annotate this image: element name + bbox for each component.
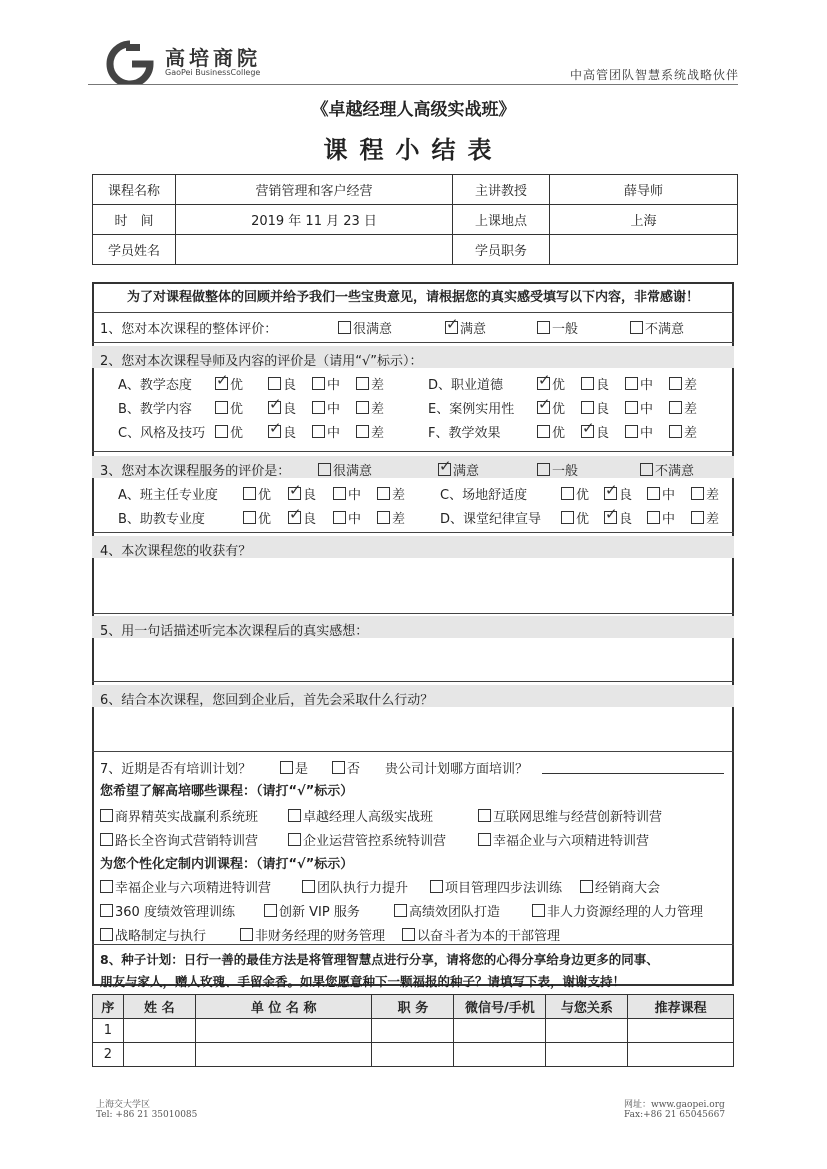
- q7-courses-label: 您希望了解高培哪些课程：（请打“√”标示）: [100, 784, 354, 799]
- checkbox[interactable]: [268, 377, 281, 390]
- divider: [92, 944, 734, 945]
- q7-which-field[interactable]: [542, 773, 724, 774]
- q6-answer-area[interactable]: [92, 709, 734, 749]
- checkbox[interactable]: [669, 425, 682, 438]
- q3-item-label: C、场地舒适度: [440, 488, 528, 503]
- q2-grade-option[interactable]: [268, 374, 296, 393]
- option-label: 良: [283, 402, 297, 417]
- q8-line-1: 8、种子计划：日行一善的最佳方法是将管理智慧点进行分享，请将您的心得分享给身边更多的同事、: [100, 952, 659, 967]
- checkbox[interactable]: [100, 809, 113, 822]
- footer-address: 上海交大学区: [96, 1100, 151, 1110]
- q2-grade-option[interactable]: [669, 398, 697, 417]
- seed-table-cell[interactable]: [372, 1019, 454, 1043]
- checkbox[interactable]: [630, 321, 643, 334]
- q2-grade-option[interactable]: [625, 422, 653, 441]
- option-label: 良: [596, 426, 610, 441]
- q2-item-label: F、教学效果: [428, 426, 501, 441]
- option-label: 差: [371, 378, 385, 393]
- option-label: 优: [230, 426, 244, 441]
- option-label: 差: [392, 512, 406, 527]
- option-label: 项目管理四步法训练: [445, 881, 563, 896]
- row-number: 2: [93, 1043, 124, 1067]
- checkbox[interactable]: [100, 904, 113, 917]
- seed-table-cell[interactable]: [372, 1043, 454, 1067]
- form-title: 课程小结表: [323, 136, 504, 164]
- checkbox[interactable]: [394, 904, 407, 917]
- row-number: 1: [93, 1019, 124, 1043]
- option-label: 商界精英实战赢利系统班: [115, 810, 259, 825]
- checkbox[interactable]: [478, 833, 491, 846]
- option-label: 良: [303, 488, 317, 503]
- checkbox[interactable]: [377, 487, 390, 500]
- option-label: 很满意: [353, 322, 393, 337]
- option-label: 良: [283, 426, 297, 441]
- q2-grade-option[interactable]: [669, 422, 697, 441]
- table-row: [93, 1043, 734, 1067]
- custom-course-option[interactable]: [532, 901, 703, 920]
- q2-grade-option[interactable]: [215, 398, 243, 417]
- option-label: 良: [596, 378, 610, 393]
- checkbox[interactable]: [338, 321, 351, 334]
- checkbox[interactable]: [333, 511, 346, 524]
- checkbox[interactable]: [561, 511, 574, 524]
- checkbox[interactable]: [312, 377, 325, 390]
- custom-course-option[interactable]: [402, 925, 560, 944]
- checkbox[interactable]: [402, 928, 415, 941]
- q2-grade-option[interactable]: [312, 422, 340, 441]
- gaopei-logo-icon: [100, 40, 160, 84]
- option-label: 优: [576, 488, 590, 503]
- custom-course-option[interactable]: [430, 877, 562, 896]
- checked-checkbox[interactable]: [445, 321, 458, 334]
- q2-grade-option[interactable]: [581, 374, 609, 393]
- q2-grade-option[interactable]: [215, 422, 243, 441]
- place-value[interactable]: 上海: [550, 205, 738, 235]
- q4-label: 4、本次课程您的收获有？: [100, 544, 252, 559]
- q6-label: 6、结合本次课程，您回到企业后，首先会采取什么行动？: [100, 693, 434, 708]
- q3-item-label: A、班主任专业度: [118, 488, 218, 503]
- header-slogan: 中高管团队智慧系统战略伙伴: [569, 68, 739, 82]
- checkbox[interactable]: [537, 463, 550, 476]
- checkbox[interactable]: [332, 761, 345, 774]
- student-name-label: 学员姓名: [93, 235, 176, 265]
- option-label: 优: [230, 402, 244, 417]
- checkbox[interactable]: [288, 809, 301, 822]
- checkbox[interactable]: [264, 904, 277, 917]
- custom-course-option[interactable]: [264, 901, 360, 920]
- checkbox[interactable]: [377, 511, 390, 524]
- q2-grade-option[interactable]: [625, 374, 653, 393]
- q2-item-label: D、职业道德: [428, 378, 504, 393]
- option-label: 差: [706, 512, 720, 527]
- course-option[interactable]: [100, 806, 258, 825]
- teacher-label: 主讲教授: [453, 175, 550, 205]
- divider: [92, 451, 734, 452]
- intro-text: 为了对课程做整体的回顾并给予我们一些宝贵意见，请根据您的真实感受填写以下内容，非常感谢！: [126, 290, 699, 305]
- footer-tel: Tel: +86 21 35010085: [96, 1110, 198, 1120]
- checkbox[interactable]: [532, 904, 545, 917]
- q7-yes-label: 是: [295, 762, 309, 777]
- q2-item-label: C、风格及技巧: [118, 426, 206, 441]
- q8-line-2: 朋友与家人，赠人玫瑰、手留余香。如果您愿意种下一颗福报的种子？请填写下表，谢谢支持！: [100, 974, 626, 989]
- checkbox[interactable]: [240, 928, 253, 941]
- q2-grade-option[interactable]: [356, 398, 384, 417]
- option-label: 差: [706, 488, 720, 503]
- q1-option[interactable]: [630, 318, 684, 337]
- q3-grade-option[interactable]: [377, 508, 405, 527]
- option-label: 良: [619, 488, 633, 503]
- logo-english-name: GaoPei BusinessCollege: [165, 68, 261, 77]
- custom-course-option[interactable]: [100, 901, 235, 920]
- q7-custom-label: 为您个性化定制内训课程：（请打“√”标示）: [100, 857, 354, 872]
- checkbox[interactable]: [333, 487, 346, 500]
- option-label: 中: [327, 402, 341, 417]
- option-label: 高绩效团队打造: [409, 905, 501, 920]
- q4-answer-area[interactable]: [92, 560, 734, 610]
- option-label: 中: [662, 512, 676, 527]
- divider: [92, 613, 734, 614]
- q5-label: 5、用一句话描述听完本次课程后的真实感想：: [100, 624, 369, 639]
- checkbox[interactable]: [312, 425, 325, 438]
- checkbox[interactable]: [288, 833, 301, 846]
- checked-checkbox[interactable]: [288, 511, 301, 524]
- q2-grade-option[interactable]: [312, 374, 340, 393]
- checkbox[interactable]: [691, 487, 704, 500]
- checkbox[interactable]: [100, 880, 113, 893]
- option-label: 中: [348, 488, 362, 503]
- checkbox[interactable]: [580, 880, 593, 893]
- option-label: 中: [640, 426, 654, 441]
- header-divider: [88, 84, 738, 85]
- option-label: 很满意: [333, 464, 373, 479]
- checkbox[interactable]: [581, 377, 594, 390]
- checkbox[interactable]: [561, 487, 574, 500]
- checkbox[interactable]: [647, 511, 660, 524]
- checkbox[interactable]: [318, 463, 331, 476]
- q1-label: 1、您对本次课程的整体评价：: [100, 322, 278, 337]
- option-label: 幸福企业与六项精进特训营: [115, 881, 272, 896]
- table-row: [93, 1019, 734, 1043]
- checkbox[interactable]: [537, 425, 550, 438]
- checkbox[interactable]: [640, 463, 653, 476]
- checkbox[interactable]: [243, 487, 256, 500]
- seed-table-cell[interactable]: [454, 1019, 546, 1043]
- checkbox[interactable]: [356, 377, 369, 390]
- option-label: 中: [327, 378, 341, 393]
- q3-grade-option[interactable]: [333, 484, 361, 503]
- option-label: 差: [392, 488, 406, 503]
- q2-grade-option[interactable]: [312, 398, 340, 417]
- custom-course-option[interactable]: [302, 877, 408, 896]
- q2-grade-option[interactable]: [625, 398, 653, 417]
- checkbox[interactable]: [537, 321, 550, 334]
- option-label: 优: [258, 488, 272, 503]
- checked-checkbox[interactable]: [268, 401, 281, 414]
- option-label: 优: [230, 378, 244, 393]
- option-label: 优: [552, 402, 566, 417]
- q3-grade-option[interactable]: [561, 508, 589, 527]
- q5-answer-area[interactable]: [92, 640, 734, 678]
- checked-checkbox[interactable]: [268, 425, 281, 438]
- q7-which-label: 贵公司计划哪方面培训？: [385, 762, 529, 777]
- option-label: 良: [596, 402, 610, 417]
- q3-grade-option[interactable]: [691, 484, 719, 503]
- q2-label: 2、您对本次课程导师及内容的评价是（请用“√”标示）：: [100, 354, 423, 369]
- checkbox[interactable]: [215, 425, 228, 438]
- option-label: 经销商大会: [595, 881, 661, 896]
- place-label: 上课地点: [453, 205, 550, 235]
- seed-plan-table: [92, 994, 734, 1067]
- course-option[interactable]: [100, 830, 258, 849]
- q3-option[interactable]: [318, 460, 372, 479]
- seed-table-column-header: 职 务: [372, 995, 454, 1019]
- q2-grade-option[interactable]: [581, 422, 609, 441]
- q3-grade-option[interactable]: [604, 508, 632, 527]
- q2-grade-option[interactable]: [537, 422, 565, 441]
- option-label: 中: [348, 512, 362, 527]
- q2-item-label: B、教学内容: [118, 402, 192, 417]
- option-label: 中: [640, 402, 654, 417]
- seed-table-cell[interactable]: [628, 1019, 734, 1043]
- option-label: 差: [684, 426, 698, 441]
- q2-grade-option[interactable]: [537, 398, 565, 417]
- checked-checkbox[interactable]: [537, 377, 550, 390]
- course-name-value[interactable]: 营销管理和客户经营: [176, 175, 453, 205]
- course-option[interactable]: [478, 806, 662, 825]
- footer-website: 网址：www.gaopei.org: [624, 1100, 725, 1110]
- option-label: 战略制定与执行: [115, 929, 207, 944]
- seed-table-column-header: 与您关系: [546, 995, 628, 1019]
- option-label: 满意: [460, 322, 487, 337]
- seed-table-column-header: 序: [93, 995, 124, 1019]
- option-label: 非财务经理的财务管理: [255, 929, 386, 944]
- seed-table-cell[interactable]: [195, 1019, 372, 1043]
- q3-grade-option[interactable]: [604, 484, 632, 503]
- checkbox[interactable]: [356, 401, 369, 414]
- seed-table-cell[interactable]: [546, 1043, 628, 1067]
- q7-yes-option[interactable]: [280, 758, 308, 777]
- option-label: 卓越经理人高级实战班: [303, 810, 434, 825]
- checkbox[interactable]: [669, 377, 682, 390]
- option-label: 一般: [552, 322, 579, 337]
- q7-no-label: 否: [347, 762, 361, 777]
- seed-table-header: [93, 995, 734, 1019]
- checkbox[interactable]: [581, 401, 594, 414]
- q2-grade-option[interactable]: [268, 422, 296, 441]
- q3-grade-option[interactable]: [561, 484, 589, 503]
- q3-option[interactable]: [438, 460, 479, 479]
- q1-option[interactable]: [445, 318, 486, 337]
- checkbox[interactable]: [215, 401, 228, 414]
- course-name-label: 课程名称: [93, 175, 176, 205]
- checkbox[interactable]: [356, 425, 369, 438]
- checked-checkbox[interactable]: [581, 425, 594, 438]
- course-option[interactable]: [288, 830, 446, 849]
- q1-option[interactable]: [338, 318, 392, 337]
- checked-checkbox[interactable]: [215, 377, 228, 390]
- option-label: 良: [303, 512, 317, 527]
- checkbox[interactable]: [100, 928, 113, 941]
- q2-grade-option[interactable]: [356, 422, 384, 441]
- q3-grade-option[interactable]: [647, 484, 675, 503]
- checkbox[interactable]: [669, 401, 682, 414]
- option-label: 优: [258, 512, 272, 527]
- option-label: 差: [684, 378, 698, 393]
- option-label: 创新 VIP 服务: [279, 905, 360, 920]
- checkbox[interactable]: [625, 425, 638, 438]
- checkbox[interactable]: [312, 401, 325, 414]
- custom-course-option[interactable]: [394, 901, 500, 920]
- option-label: 不满意: [645, 322, 685, 337]
- q3-item-label: B、助教专业度: [118, 512, 205, 527]
- course-option[interactable]: [478, 830, 649, 849]
- checked-checkbox[interactable]: [537, 401, 550, 414]
- divider: [92, 312, 734, 313]
- q3-grade-option[interactable]: [691, 508, 719, 527]
- option-label: 一般: [552, 464, 579, 479]
- q3-grade-option[interactable]: [288, 508, 316, 527]
- student-position-label: 学员职务: [453, 235, 550, 265]
- option-label: 良: [283, 378, 297, 393]
- seed-table-cell[interactable]: [628, 1043, 734, 1067]
- option-label: 中: [640, 378, 654, 393]
- option-label: 差: [371, 402, 385, 417]
- checked-checkbox[interactable]: [604, 511, 617, 524]
- q3-item-label: D、课堂纪律宣导: [440, 512, 542, 527]
- option-label: 以奋斗者为本的干部管理: [417, 929, 561, 944]
- seed-table-cell[interactable]: [123, 1019, 195, 1043]
- q3-grade-option[interactable]: [377, 484, 405, 503]
- option-label: 优: [552, 426, 566, 441]
- checkbox[interactable]: [647, 487, 660, 500]
- teacher-value[interactable]: 薛导师: [550, 175, 738, 205]
- q7-no-option[interactable]: [332, 758, 360, 777]
- option-label: 不满意: [655, 464, 695, 479]
- option-label: 幸福企业与六项精进特训营: [493, 834, 650, 849]
- option-label: 良: [619, 512, 633, 527]
- q3-option[interactable]: [537, 460, 578, 479]
- time-value[interactable]: 2019 年 11 月 23 日: [176, 205, 453, 235]
- q3-grade-option[interactable]: [647, 508, 675, 527]
- q2-grade-option[interactable]: [356, 374, 384, 393]
- checkbox[interactable]: [478, 809, 491, 822]
- checkbox[interactable]: [243, 511, 256, 524]
- q2-grade-option[interactable]: [268, 398, 296, 417]
- option-label: 优: [552, 378, 566, 393]
- seed-table-cell[interactable]: [123, 1043, 195, 1067]
- logo-chinese-name: 高培商院: [165, 46, 261, 70]
- checkbox[interactable]: [100, 833, 113, 846]
- option-label: 360 度绩效管理训练: [115, 905, 235, 920]
- seed-table-column-header: 单 位 名 称: [195, 995, 372, 1019]
- checked-checkbox[interactable]: [604, 487, 617, 500]
- q7-label: 7、近期是否有培训计划？: [100, 762, 252, 777]
- divider: [92, 532, 734, 533]
- divider: [92, 681, 734, 682]
- q3-grade-option[interactable]: [333, 508, 361, 527]
- divider: [92, 342, 734, 343]
- seed-table-column-header: 微信号/手机: [454, 995, 546, 1019]
- q2-grade-option[interactable]: [215, 374, 243, 393]
- option-label: 非人力资源经理的人力管理: [547, 905, 704, 920]
- q3-option[interactable]: [640, 460, 694, 479]
- option-label: 团队执行力提升: [317, 881, 409, 896]
- q2-grade-option[interactable]: [537, 374, 565, 393]
- checkbox[interactable]: [302, 880, 315, 893]
- option-label: 互联网思维与经营创新特训营: [493, 810, 663, 825]
- checked-checkbox[interactable]: [288, 487, 301, 500]
- seed-table-cell[interactable]: [454, 1043, 546, 1067]
- custom-course-option[interactable]: [240, 925, 385, 944]
- course-option[interactable]: [288, 806, 433, 825]
- option-label: 中: [327, 426, 341, 441]
- custom-course-option[interactable]: [580, 877, 660, 896]
- footer-fax: Fax:+86 21 65045667: [624, 1110, 726, 1120]
- q3-grade-option[interactable]: [288, 484, 316, 503]
- q2-item-label: A、教学态度: [118, 378, 192, 393]
- divider: [92, 751, 734, 752]
- q3-grade-option[interactable]: [243, 484, 271, 503]
- time-label: 时 间: [93, 205, 176, 235]
- checkbox[interactable]: [430, 880, 443, 893]
- program-title: 《卓越经理人高级实战班》: [311, 100, 516, 120]
- q2-grade-option[interactable]: [581, 398, 609, 417]
- q3-grade-option[interactable]: [243, 508, 271, 527]
- custom-course-option[interactable]: [100, 925, 206, 944]
- q2-grade-option[interactable]: [669, 374, 697, 393]
- student-name-field[interactable]: [176, 235, 453, 265]
- seed-table-cell[interactable]: [195, 1043, 372, 1067]
- custom-course-option[interactable]: [100, 877, 271, 896]
- option-label: 优: [576, 512, 590, 527]
- q3-label: 3、您对本次课程服务的评价是：: [100, 464, 291, 479]
- seed-table-column-header: 姓 名: [123, 995, 195, 1019]
- q1-option[interactable]: [537, 318, 578, 337]
- checkbox[interactable]: [691, 511, 704, 524]
- option-label: 中: [662, 488, 676, 503]
- option-label: 满意: [453, 464, 480, 479]
- q2-item-label: E、案例实用性: [428, 402, 515, 417]
- seed-table-column-header: 推荐课程: [628, 995, 734, 1019]
- checkbox[interactable]: [625, 401, 638, 414]
- checked-checkbox[interactable]: [438, 463, 451, 476]
- student-position-field[interactable]: [550, 235, 738, 265]
- seed-table-cell[interactable]: [546, 1019, 628, 1043]
- checkbox[interactable]: [280, 761, 293, 774]
- option-label: 差: [684, 402, 698, 417]
- option-label: 差: [371, 426, 385, 441]
- checkbox[interactable]: [625, 377, 638, 390]
- option-label: 企业运营管控系统特训营: [303, 834, 447, 849]
- course-info-table: [92, 174, 738, 265]
- option-label: 路长全咨询式营销特训营: [115, 834, 259, 849]
